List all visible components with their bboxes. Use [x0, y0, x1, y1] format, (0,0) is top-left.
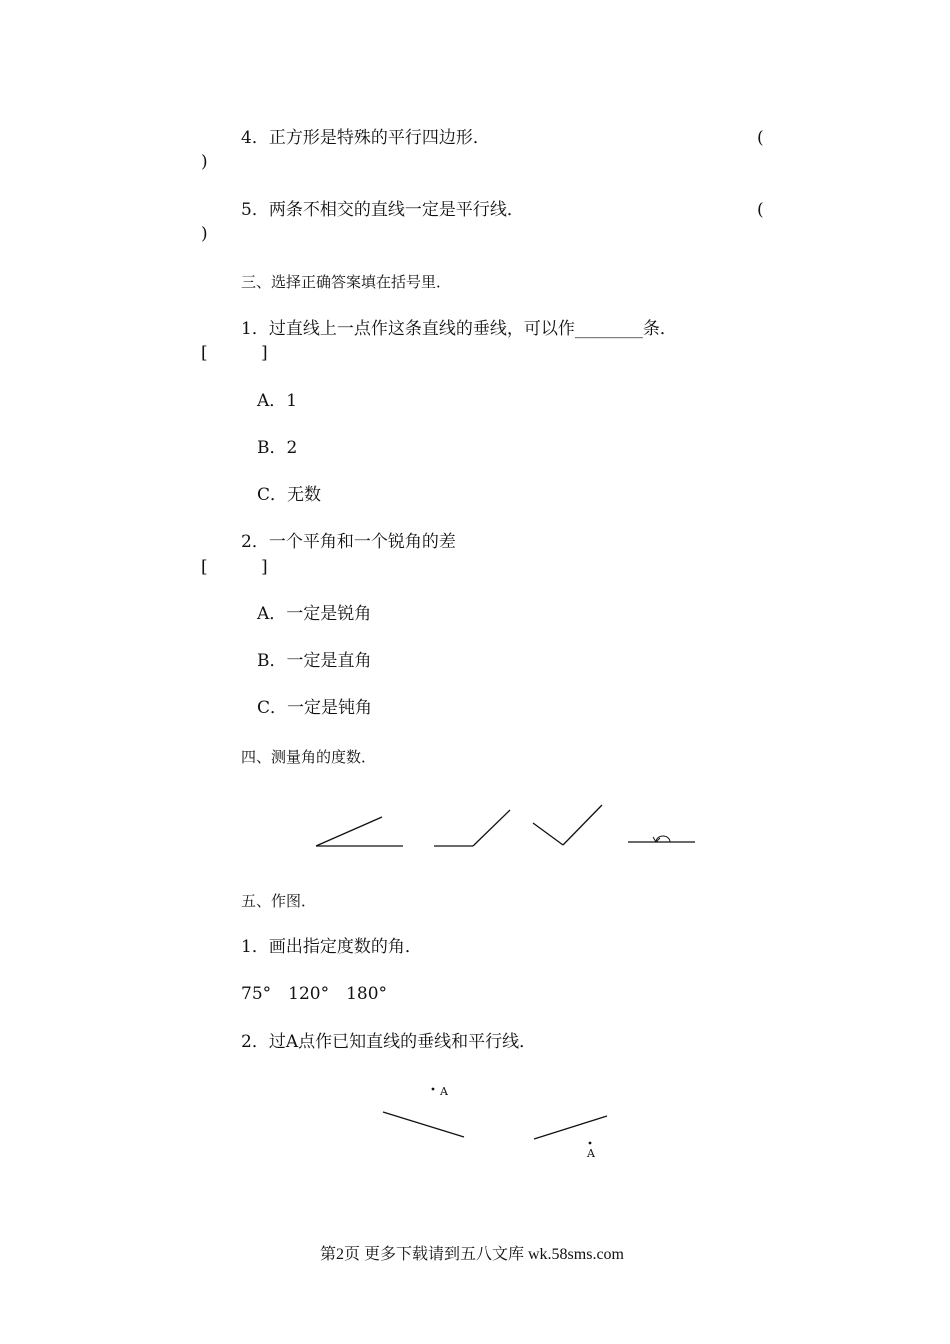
point-a-label-1: A	[440, 1085, 448, 1098]
question-4-paren-close: )	[201, 152, 208, 172]
question-5-text: 5．两条不相交的直线一定是平行线．	[241, 200, 524, 220]
section-3-title: 三、选择正确答案填在括号里．	[241, 273, 452, 291]
angle-figure-1	[316, 817, 403, 846]
section-5-title: 五、作图．	[241, 892, 317, 910]
angle-figure-2	[434, 810, 510, 846]
page-footer: 第2页 更多下载请到五八文库 wk.58sms.com	[320, 1246, 625, 1263]
question-4-text: 4．正方形是特殊的平行四边形．	[241, 128, 490, 148]
choice-question-1-bracket-close: ]	[261, 343, 268, 363]
section-4-title: 四、测量角的度数．	[241, 748, 377, 766]
choice-question-2-option-c: C．一定是钝角	[257, 698, 373, 718]
choice-question-2-option-a: A．一定是锐角	[257, 604, 372, 624]
choice-question-2-bracket-close: ]	[261, 557, 268, 577]
choice-question-1-text: 1．过直线上一点作这条直线的垂线，可以作________条．	[241, 319, 677, 339]
drawing-question-2-text: 2．过A点作已知直线的垂线和平行线．	[241, 1032, 537, 1052]
choice-question-2-text: 2．一个平角和一个锐角的差	[241, 532, 456, 552]
question-4-paren-open: (	[757, 128, 764, 148]
angle-figure-4-straight	[628, 836, 695, 842]
point-a-dot-1	[432, 1088, 435, 1091]
question-5-paren-close: )	[201, 224, 208, 244]
point-a-dot-2	[589, 1142, 592, 1145]
choice-question-1-option-a: A．1	[257, 391, 298, 411]
choice-question-2-bracket-open: [	[201, 557, 208, 577]
point-a-label-2: A	[587, 1147, 595, 1160]
drawing-question-1-angles: 75° 120° 180°	[241, 984, 388, 1004]
angle-figure-3	[533, 805, 602, 845]
given-line-2	[534, 1116, 607, 1139]
drawing-question-1-text: 1．画出指定度数的角．	[241, 937, 422, 957]
choice-question-2-option-b: B．一定是直角	[257, 651, 372, 671]
choice-question-1-bracket-open: [	[201, 343, 208, 363]
choice-question-1-option-c: C．无数	[257, 485, 322, 505]
given-line-1	[383, 1112, 464, 1137]
choice-question-1-option-b: B．2	[257, 438, 298, 458]
question-5-paren-open: (	[757, 200, 764, 220]
